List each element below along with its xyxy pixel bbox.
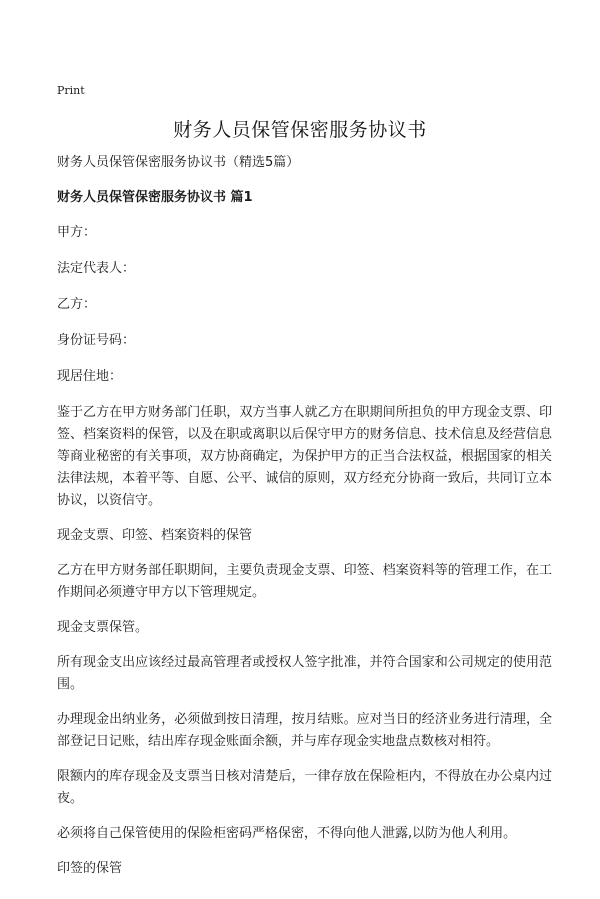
- field-party-a: 甲方：: [57, 225, 97, 240]
- field-id-number: 身份证号码：: [57, 333, 136, 348]
- paragraph-duty: 乙方在甲方财务部任职期间，主要负责现金支票、印签、档案资料等的管理工作，在工作期间必须遵守甲方以下管理规定。: [57, 563, 552, 600]
- paragraph-intro: 鉴于乙方在甲方财务部门任职，双方当事人就乙方在职期间所担负的甲方现金支票、印签、档案资料的保管，以及在职或离职以后保守甲方的财务信息、技术信息及经营信息等商业秘密的有关事项，双方协商确定，为保护甲方的正当合法权益，根据国家的相关法律法规，本着平等、自愿、公平、诚信的原则，双方经充分协商一致后，共同订立本协议，以资信守。: [57, 405, 552, 508]
- paragraph-seal-title: 印签的保管: [57, 861, 123, 876]
- document-title: 财务人员保管保密服务协议书: [173, 119, 427, 141]
- paragraph-rule-3: 限额内的库存现金及支票当日核对清楚后，一律存放在保险柜内，不得放在办公桌内过夜。: [57, 769, 552, 806]
- print-label: Print: [57, 84, 85, 97]
- document-subtitle: 财务人员保管保密服务协议书（精选5篇）: [57, 155, 300, 170]
- document-body: [57, 152, 552, 893]
- paragraph-rule-4: 必须将自己保管使用的保险柜密码严格保密，不得向他人泄露,以防为他人利用。: [57, 826, 517, 841]
- field-legal-rep: 法定代表人：: [57, 261, 136, 276]
- paragraph-rule-2: 办理现金出纳业务，必须做到按日清理，按月结账。应对当日的经济业务进行清理，全部登记日记账，结出库存现金账面余额，并与库存现金实地盘点数核对相符。: [57, 712, 552, 749]
- field-residence: 现居住地：: [57, 369, 123, 384]
- paragraph-section-title: 现金支票、印签、档案资料的保管: [57, 528, 253, 543]
- field-party-b: 乙方：: [57, 297, 97, 312]
- paragraph-rule-1: 所有现金支出应该经过最高管理者或授权人签字批准，并符合国家和公司规定的使用范围。: [57, 655, 552, 692]
- paragraph-cheque-title: 现金支票保管。: [57, 620, 149, 635]
- section-heading: 财务人员保管保密服务协议书 篇1: [57, 190, 253, 205]
